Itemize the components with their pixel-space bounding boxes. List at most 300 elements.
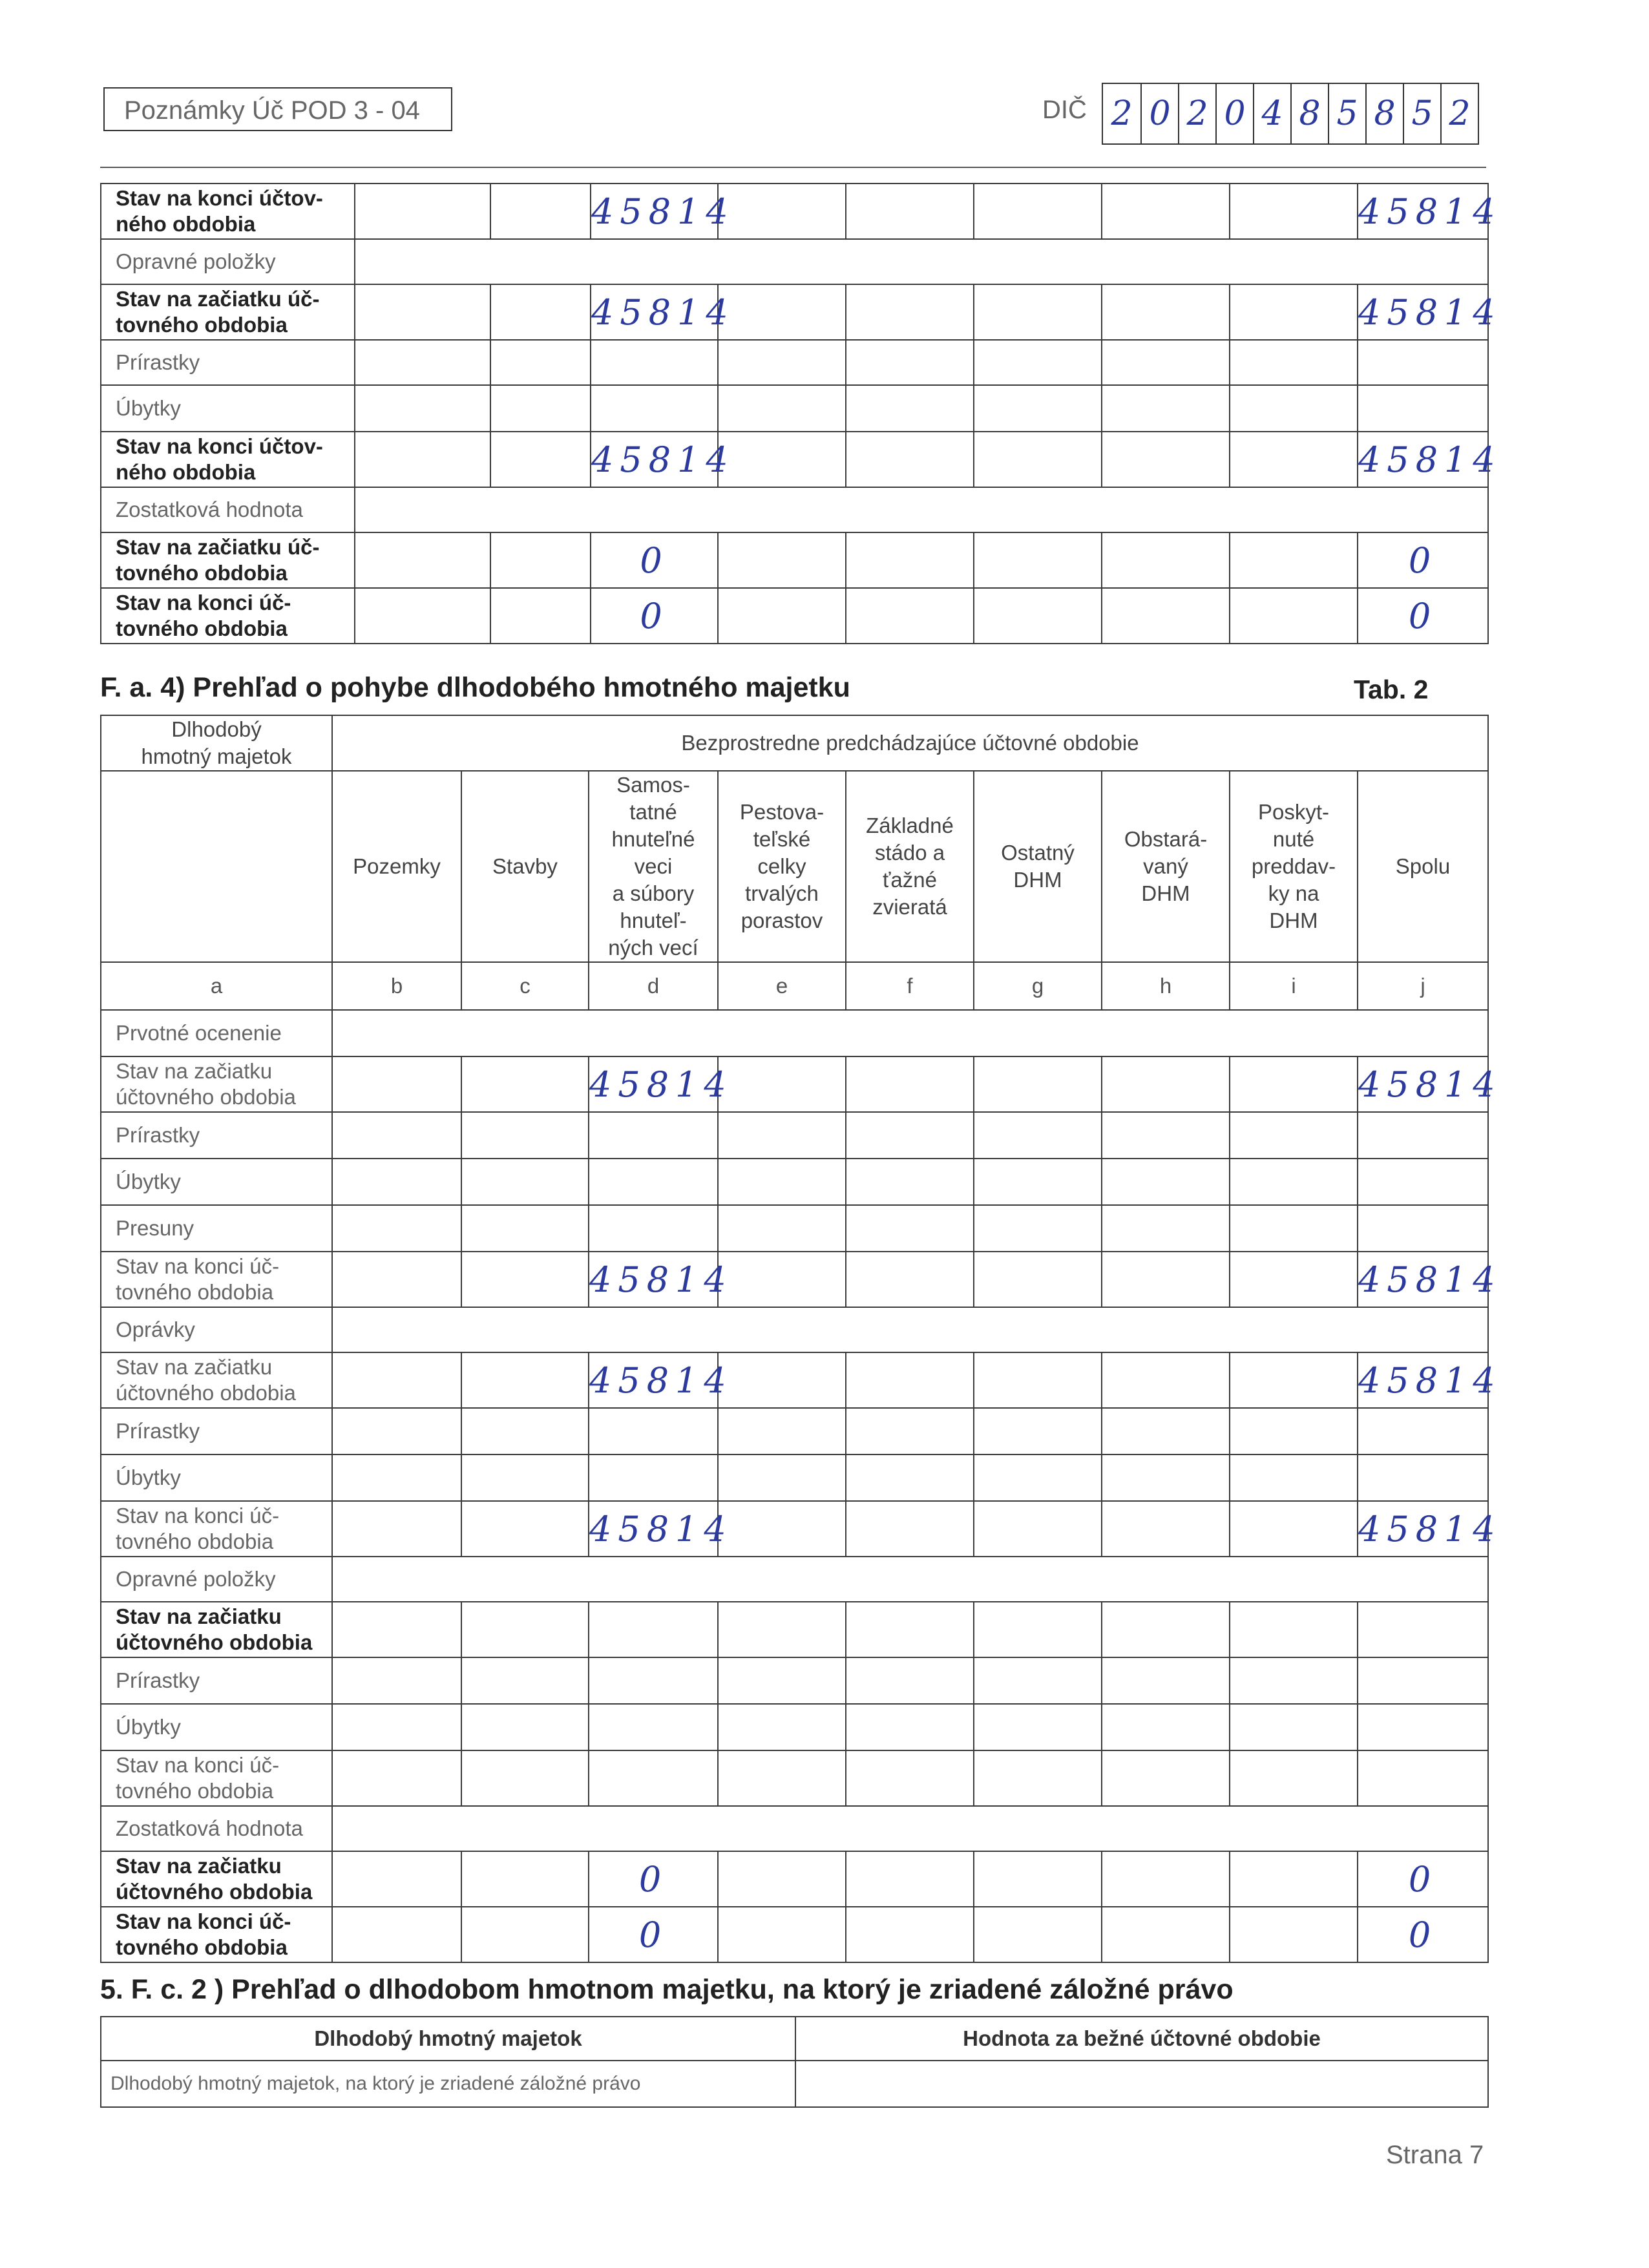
row-label: Stav na konci úč- tovného obdobia [101, 1501, 332, 1557]
empty-cell [1358, 1408, 1488, 1454]
empty-cell [1358, 340, 1488, 385]
lien-row-label-text: Dlhodobý hmotný majetok, na ktorý je zriadené záložné právo [110, 2073, 641, 2094]
column-header-text: Poskyt- nuté preddav- ky na DHM [1251, 800, 1336, 932]
row-label: Prírastky [101, 1408, 332, 1454]
empty-cell [1358, 1750, 1488, 1806]
empty-cell [974, 532, 1102, 588]
empty-cell [1230, 1159, 1358, 1205]
dic-digit: 0 [1215, 84, 1253, 143]
column-letter: d [589, 962, 718, 1010]
handwritten-value: 0 [1408, 540, 1438, 581]
empty-cell [718, 385, 846, 432]
dic-field [1102, 83, 1479, 145]
column-letter: j [1358, 962, 1488, 1010]
empty-cell [718, 432, 846, 487]
handwritten-value: 45814 [589, 1360, 733, 1401]
row-label: Presuny [101, 1205, 332, 1252]
period-header [332, 715, 1488, 771]
empty-cell [846, 184, 974, 239]
period-header-text: Bezprostredne predchádzajúce účtovné obdobie [681, 731, 1139, 755]
column-letter: h [1102, 962, 1230, 1010]
value-cell-d [591, 588, 718, 644]
table-row [101, 588, 1488, 644]
empty-cell [589, 1657, 718, 1704]
empty-cell [718, 1750, 846, 1806]
column-header [1230, 771, 1358, 962]
section-f4-title: F. a. 4) Prehľad o pohybe dlhodobého hmotného majetku [100, 672, 850, 703]
empty-cell [332, 1112, 461, 1159]
column-header [1102, 771, 1230, 962]
row-label: Prírastky [101, 340, 355, 385]
value-cell-d [589, 1851, 718, 1907]
handwritten-value: 45814 [1358, 291, 1502, 333]
value-cell-total [1358, 1501, 1502, 1557]
empty-cell [1102, 1056, 1230, 1112]
handwritten-value: 45814 [1358, 439, 1502, 480]
table-row [101, 385, 1488, 432]
row-label: Zostatková hodnota [101, 487, 355, 532]
empty-cell [1102, 340, 1230, 385]
handwritten-value: 45814 [591, 439, 735, 480]
empty-cell [1230, 1408, 1358, 1454]
empty-cell [846, 1252, 974, 1307]
empty-cell [589, 1205, 718, 1252]
handwritten-value: 0 [638, 1914, 668, 1955]
section-blank [332, 1010, 1488, 1056]
empty-cell [1102, 1112, 1230, 1159]
empty-cell [1102, 284, 1230, 340]
empty-cell [332, 1657, 461, 1704]
empty-cell [1230, 1602, 1358, 1657]
value-cell-d [589, 1352, 733, 1408]
row-label: Stav na začiatku účtovného obdobia [101, 1352, 332, 1408]
empty-cell [846, 1205, 974, 1252]
empty-cell [1358, 1454, 1488, 1501]
empty-cell [974, 1056, 1102, 1112]
empty-cell [1102, 1602, 1230, 1657]
row-label: Stav na konci úč- tovného obdobia [101, 1750, 332, 1806]
empty-cell [1358, 1205, 1488, 1252]
section-blank [332, 1557, 1488, 1602]
empty-cell [1102, 1657, 1230, 1704]
table-row [101, 1806, 1488, 1851]
dic-digit: 8 [1365, 84, 1403, 143]
empty-cell [846, 1750, 974, 1806]
column-header [589, 771, 718, 962]
dic-digit: 0 [1140, 84, 1178, 143]
empty-cell [718, 588, 846, 644]
table-row [101, 1907, 1488, 1962]
row-label: Stav na konci úč- tovného obdobia [101, 1907, 332, 1962]
value-cell-d [589, 1056, 733, 1112]
empty-cell [974, 1501, 1102, 1557]
value-cell-total [1358, 1907, 1488, 1962]
handwritten-value: 0 [1408, 595, 1438, 636]
value-cell-total [1358, 284, 1502, 340]
empty-cell [1102, 532, 1230, 588]
value-cell-total [1358, 184, 1502, 239]
dic-label: DIČ [1042, 96, 1087, 124]
empty-cell [846, 284, 974, 340]
empty-cell [846, 1704, 974, 1750]
dic-digit: 5 [1328, 84, 1365, 143]
empty-cell [1230, 1056, 1358, 1112]
table-row [101, 239, 1488, 284]
empty-cell [490, 385, 591, 432]
empty-cell [332, 1056, 461, 1112]
handwritten-value: 45814 [589, 1508, 733, 1549]
empty-cell [1102, 1851, 1230, 1907]
table-row [101, 340, 1488, 385]
empty-cell [846, 1056, 974, 1112]
column-letter: a [101, 962, 332, 1010]
handwritten-value: 0 [640, 540, 669, 581]
empty-cell [974, 1907, 1102, 1962]
empty-cell [974, 1205, 1102, 1252]
empty-cell [1230, 1352, 1358, 1408]
column-header-blank [101, 771, 332, 962]
row-label: Stav na začiatku úč- tovného obdobia [101, 284, 355, 340]
dic-digit: 2 [1111, 94, 1133, 133]
empty-cell [1358, 1112, 1488, 1159]
empty-cell [1102, 1408, 1230, 1454]
empty-cell [718, 1205, 846, 1252]
empty-cell [589, 1112, 718, 1159]
empty-cell [1230, 284, 1358, 340]
empty-cell [490, 284, 591, 340]
column-header-text: Pestova- teľské celky trvalých porastov [739, 800, 824, 932]
empty-cell [490, 340, 591, 385]
value-cell-d [591, 432, 735, 487]
empty-cell [974, 432, 1102, 487]
empty-cell [718, 1159, 846, 1205]
empty-cell [461, 1704, 589, 1750]
form-title-box [103, 87, 452, 131]
lien-row-value [795, 2061, 1488, 2107]
empty-cell [332, 1750, 461, 1806]
row-label: Úbytky [101, 1159, 332, 1205]
empty-cell [974, 284, 1102, 340]
empty-cell [1230, 1851, 1358, 1907]
empty-cell [1230, 1657, 1358, 1704]
empty-cell [718, 284, 846, 340]
table-row [101, 1056, 1488, 1112]
empty-cell [1230, 588, 1358, 644]
empty-cell [1102, 588, 1230, 644]
dic-digit: 8 [1290, 84, 1328, 143]
empty-cell [1230, 385, 1358, 432]
empty-cell [332, 1352, 461, 1408]
empty-cell [1358, 1602, 1488, 1657]
table-row [101, 1205, 1488, 1252]
empty-cell [718, 1252, 846, 1307]
empty-cell [1358, 1159, 1488, 1205]
empty-cell [718, 1704, 846, 1750]
empty-cell [332, 1704, 461, 1750]
page-number: Strana 7 [1386, 2141, 1484, 2169]
empty-cell [718, 1657, 846, 1704]
empty-cell [332, 1602, 461, 1657]
empty-cell [1230, 1501, 1358, 1557]
empty-cell [1102, 1252, 1230, 1307]
column-header-text: Obstará- vaný DHM [1124, 827, 1208, 905]
empty-cell [461, 1602, 589, 1657]
empty-cell [974, 1454, 1102, 1501]
handwritten-value: 45814 [589, 1259, 733, 1300]
column-letter: f [846, 962, 974, 1010]
empty-cell [974, 1159, 1102, 1205]
value-cell-d [589, 1907, 718, 1962]
empty-cell [332, 1454, 461, 1501]
empty-cell [1358, 1704, 1488, 1750]
empty-cell [974, 1704, 1102, 1750]
row-label: Zostatková hodnota [101, 1806, 332, 1851]
handwritten-value: 0 [638, 1858, 668, 1900]
empty-cell [589, 1750, 718, 1806]
empty-cell [718, 1056, 846, 1112]
empty-cell [718, 1112, 846, 1159]
empty-cell [1358, 385, 1488, 432]
empty-cell [332, 1851, 461, 1907]
table-row [101, 1112, 1488, 1159]
empty-cell [1230, 532, 1358, 588]
empty-cell [355, 385, 490, 432]
lien-col1-header [101, 2017, 795, 2061]
empty-cell [591, 340, 718, 385]
lien-table [100, 2016, 1489, 2108]
tab2-table [100, 715, 1502, 1963]
empty-cell [461, 1657, 589, 1704]
empty-cell [974, 184, 1102, 239]
table-row [101, 1557, 1488, 1602]
empty-cell [355, 432, 490, 487]
empty-cell [490, 184, 591, 239]
row-label: Stav na začiatku účtovného obdobia [101, 1851, 332, 1907]
column-header-text: Ostatný DHM [1001, 841, 1075, 892]
empty-cell [589, 1704, 718, 1750]
empty-cell [718, 1352, 846, 1408]
empty-cell [332, 1408, 461, 1454]
table-row [101, 1010, 1488, 1056]
empty-cell [846, 1657, 974, 1704]
empty-cell [490, 432, 591, 487]
empty-cell [591, 385, 718, 432]
row-label: Oprávky [101, 1307, 332, 1352]
value-cell-total [1358, 432, 1502, 487]
table-row [101, 1602, 1488, 1657]
row-label: Prírastky [101, 1112, 332, 1159]
empty-cell [490, 588, 591, 644]
empty-cell [461, 1112, 589, 1159]
row-label: Stav na konci účtov- ného obdobia [101, 184, 355, 239]
section-blank [355, 487, 1488, 532]
value-cell-total [1358, 1252, 1502, 1307]
column-header-text: Samos- tatné hnuteľné veci a súbory hnuteľ- ných vecí [608, 773, 698, 960]
empty-cell [461, 1408, 589, 1454]
empty-cell [461, 1501, 589, 1557]
empty-cell [718, 1501, 846, 1557]
empty-cell [461, 1056, 589, 1112]
row-label: Úbytky [101, 1704, 332, 1750]
column-header-text: Spolu [1395, 854, 1451, 878]
empty-cell [490, 532, 591, 588]
empty-cell [332, 1501, 461, 1557]
empty-cell [718, 184, 846, 239]
section-5f-title: 5. F. c. 2 ) Prehľad o dlhodobom hmotnom majetku, na ktorý je zriadené záložné právo [100, 1974, 1234, 2005]
dic-digit: 2 [1440, 84, 1478, 143]
header-divider [100, 167, 1486, 168]
column-header [332, 771, 461, 962]
empty-cell [846, 588, 974, 644]
empty-cell [846, 1408, 974, 1454]
empty-cell [332, 1252, 461, 1307]
empty-cell [974, 1112, 1102, 1159]
empty-cell [332, 1159, 461, 1205]
empty-cell [1230, 1704, 1358, 1750]
dic-digit: 5 [1403, 84, 1440, 143]
empty-cell [355, 184, 490, 239]
table-row [101, 1159, 1488, 1205]
value-cell-d [591, 284, 735, 340]
empty-cell [355, 588, 490, 644]
handwritten-value: 45814 [589, 1064, 733, 1105]
empty-cell [1102, 1704, 1230, 1750]
empty-cell [1230, 1454, 1358, 1501]
empty-cell [1230, 1205, 1358, 1252]
column-header-text: Pozemky [353, 854, 441, 878]
table-row [101, 1252, 1488, 1307]
value-cell-d [589, 1501, 733, 1557]
handwritten-value: 45814 [1358, 1508, 1502, 1549]
empty-cell [974, 340, 1102, 385]
empty-cell [1230, 340, 1358, 385]
handwritten-value: 45814 [591, 291, 735, 333]
handwritten-value: 0 [1408, 1858, 1438, 1900]
empty-cell [589, 1159, 718, 1205]
table-row [101, 1501, 1488, 1557]
row-label: Stav na konci účtov- ného obdobia [101, 432, 355, 487]
row-label: Opravné položky [101, 239, 355, 284]
handwritten-value: 45814 [591, 191, 735, 232]
value-cell-total [1358, 588, 1488, 644]
value-cell-d [591, 532, 718, 588]
empty-cell [974, 1602, 1102, 1657]
value-cell-total [1358, 1352, 1502, 1408]
empty-cell [1102, 1205, 1230, 1252]
empty-cell [846, 1159, 974, 1205]
handwritten-value: 45814 [1358, 191, 1502, 232]
row-label: Prvotné ocenenie [101, 1010, 332, 1056]
handwritten-value: 0 [640, 595, 669, 636]
row-label: Opravné položky [101, 1557, 332, 1602]
column-letter: c [461, 962, 589, 1010]
table-row [101, 1307, 1488, 1352]
empty-cell [1230, 1112, 1358, 1159]
table-row [101, 1352, 1488, 1408]
empty-cell [461, 1750, 589, 1806]
empty-cell [718, 1408, 846, 1454]
empty-cell [846, 432, 974, 487]
section-blank [355, 239, 1488, 284]
row-label: Stav na konci úč- tovného obdobia [101, 1252, 332, 1307]
empty-cell [1230, 1750, 1358, 1806]
empty-cell [974, 588, 1102, 644]
empty-cell [1358, 1657, 1488, 1704]
empty-cell [589, 1454, 718, 1501]
column-header [718, 771, 846, 962]
empty-cell [461, 1907, 589, 1962]
empty-cell [1102, 1907, 1230, 1962]
empty-cell [1102, 385, 1230, 432]
empty-cell [846, 385, 974, 432]
empty-cell [974, 1352, 1102, 1408]
empty-cell [589, 1408, 718, 1454]
handwritten-value: 45814 [1358, 1064, 1502, 1105]
empty-cell [718, 1851, 846, 1907]
dic-digit: 4 [1253, 84, 1290, 143]
empty-cell [589, 1602, 718, 1657]
table-row [101, 284, 1488, 340]
dic-digit: 2 [1178, 84, 1215, 143]
table-row [101, 1750, 1488, 1806]
top-table [100, 183, 1502, 644]
table-row [101, 487, 1488, 532]
row-label: Stav na konci úč- tovného obdobia [101, 588, 355, 644]
column-letter: g [974, 962, 1102, 1010]
column-header-text: Základné stádo a ťažné zvieratá [866, 814, 954, 919]
corner-header-text: Dlhodobý hmotný majetok [141, 717, 292, 768]
empty-cell [718, 532, 846, 588]
table-row [101, 1851, 1488, 1907]
empty-cell [1230, 1252, 1358, 1307]
form-title: Poznámky Úč POD 3 - 04 [124, 96, 420, 125]
row-label: Stav na začiatku účtovného obdobia [101, 1056, 332, 1112]
lien-col1-header-text: Dlhodobý hmotný majetok [314, 2026, 582, 2050]
empty-cell [461, 1205, 589, 1252]
row-label: Stav na začiatku úč- tovného obdobia [101, 532, 355, 588]
empty-cell [974, 385, 1102, 432]
value-cell-total [1358, 1056, 1502, 1112]
empty-cell [846, 1112, 974, 1159]
empty-cell [1102, 184, 1230, 239]
row-label: Úbytky [101, 1454, 332, 1501]
empty-cell [1230, 432, 1358, 487]
tab-label: Tab. 2 [1354, 675, 1429, 704]
value-cell-d [591, 184, 735, 239]
empty-cell [1102, 1454, 1230, 1501]
empty-cell [332, 1907, 461, 1962]
lien-row-label [101, 2061, 795, 2107]
empty-cell [355, 532, 490, 588]
empty-cell [1230, 1907, 1358, 1962]
row-label: Stav na začiatku účtovného obdobia [101, 1602, 332, 1657]
empty-cell [461, 1352, 589, 1408]
empty-cell [461, 1851, 589, 1907]
empty-cell [1102, 1501, 1230, 1557]
empty-cell [974, 1252, 1102, 1307]
empty-cell [1102, 1750, 1230, 1806]
handwritten-value: 45814 [1358, 1259, 1502, 1300]
column-header [1358, 771, 1488, 962]
empty-cell [332, 1205, 461, 1252]
empty-cell [846, 1454, 974, 1501]
empty-cell [1102, 1352, 1230, 1408]
column-letter: b [332, 962, 461, 1010]
column-header [461, 771, 589, 962]
empty-cell [846, 1907, 974, 1962]
lien-col2-header-text: Hodnota za bežné účtovné obdobie [963, 2026, 1321, 2050]
empty-cell [461, 1252, 589, 1307]
